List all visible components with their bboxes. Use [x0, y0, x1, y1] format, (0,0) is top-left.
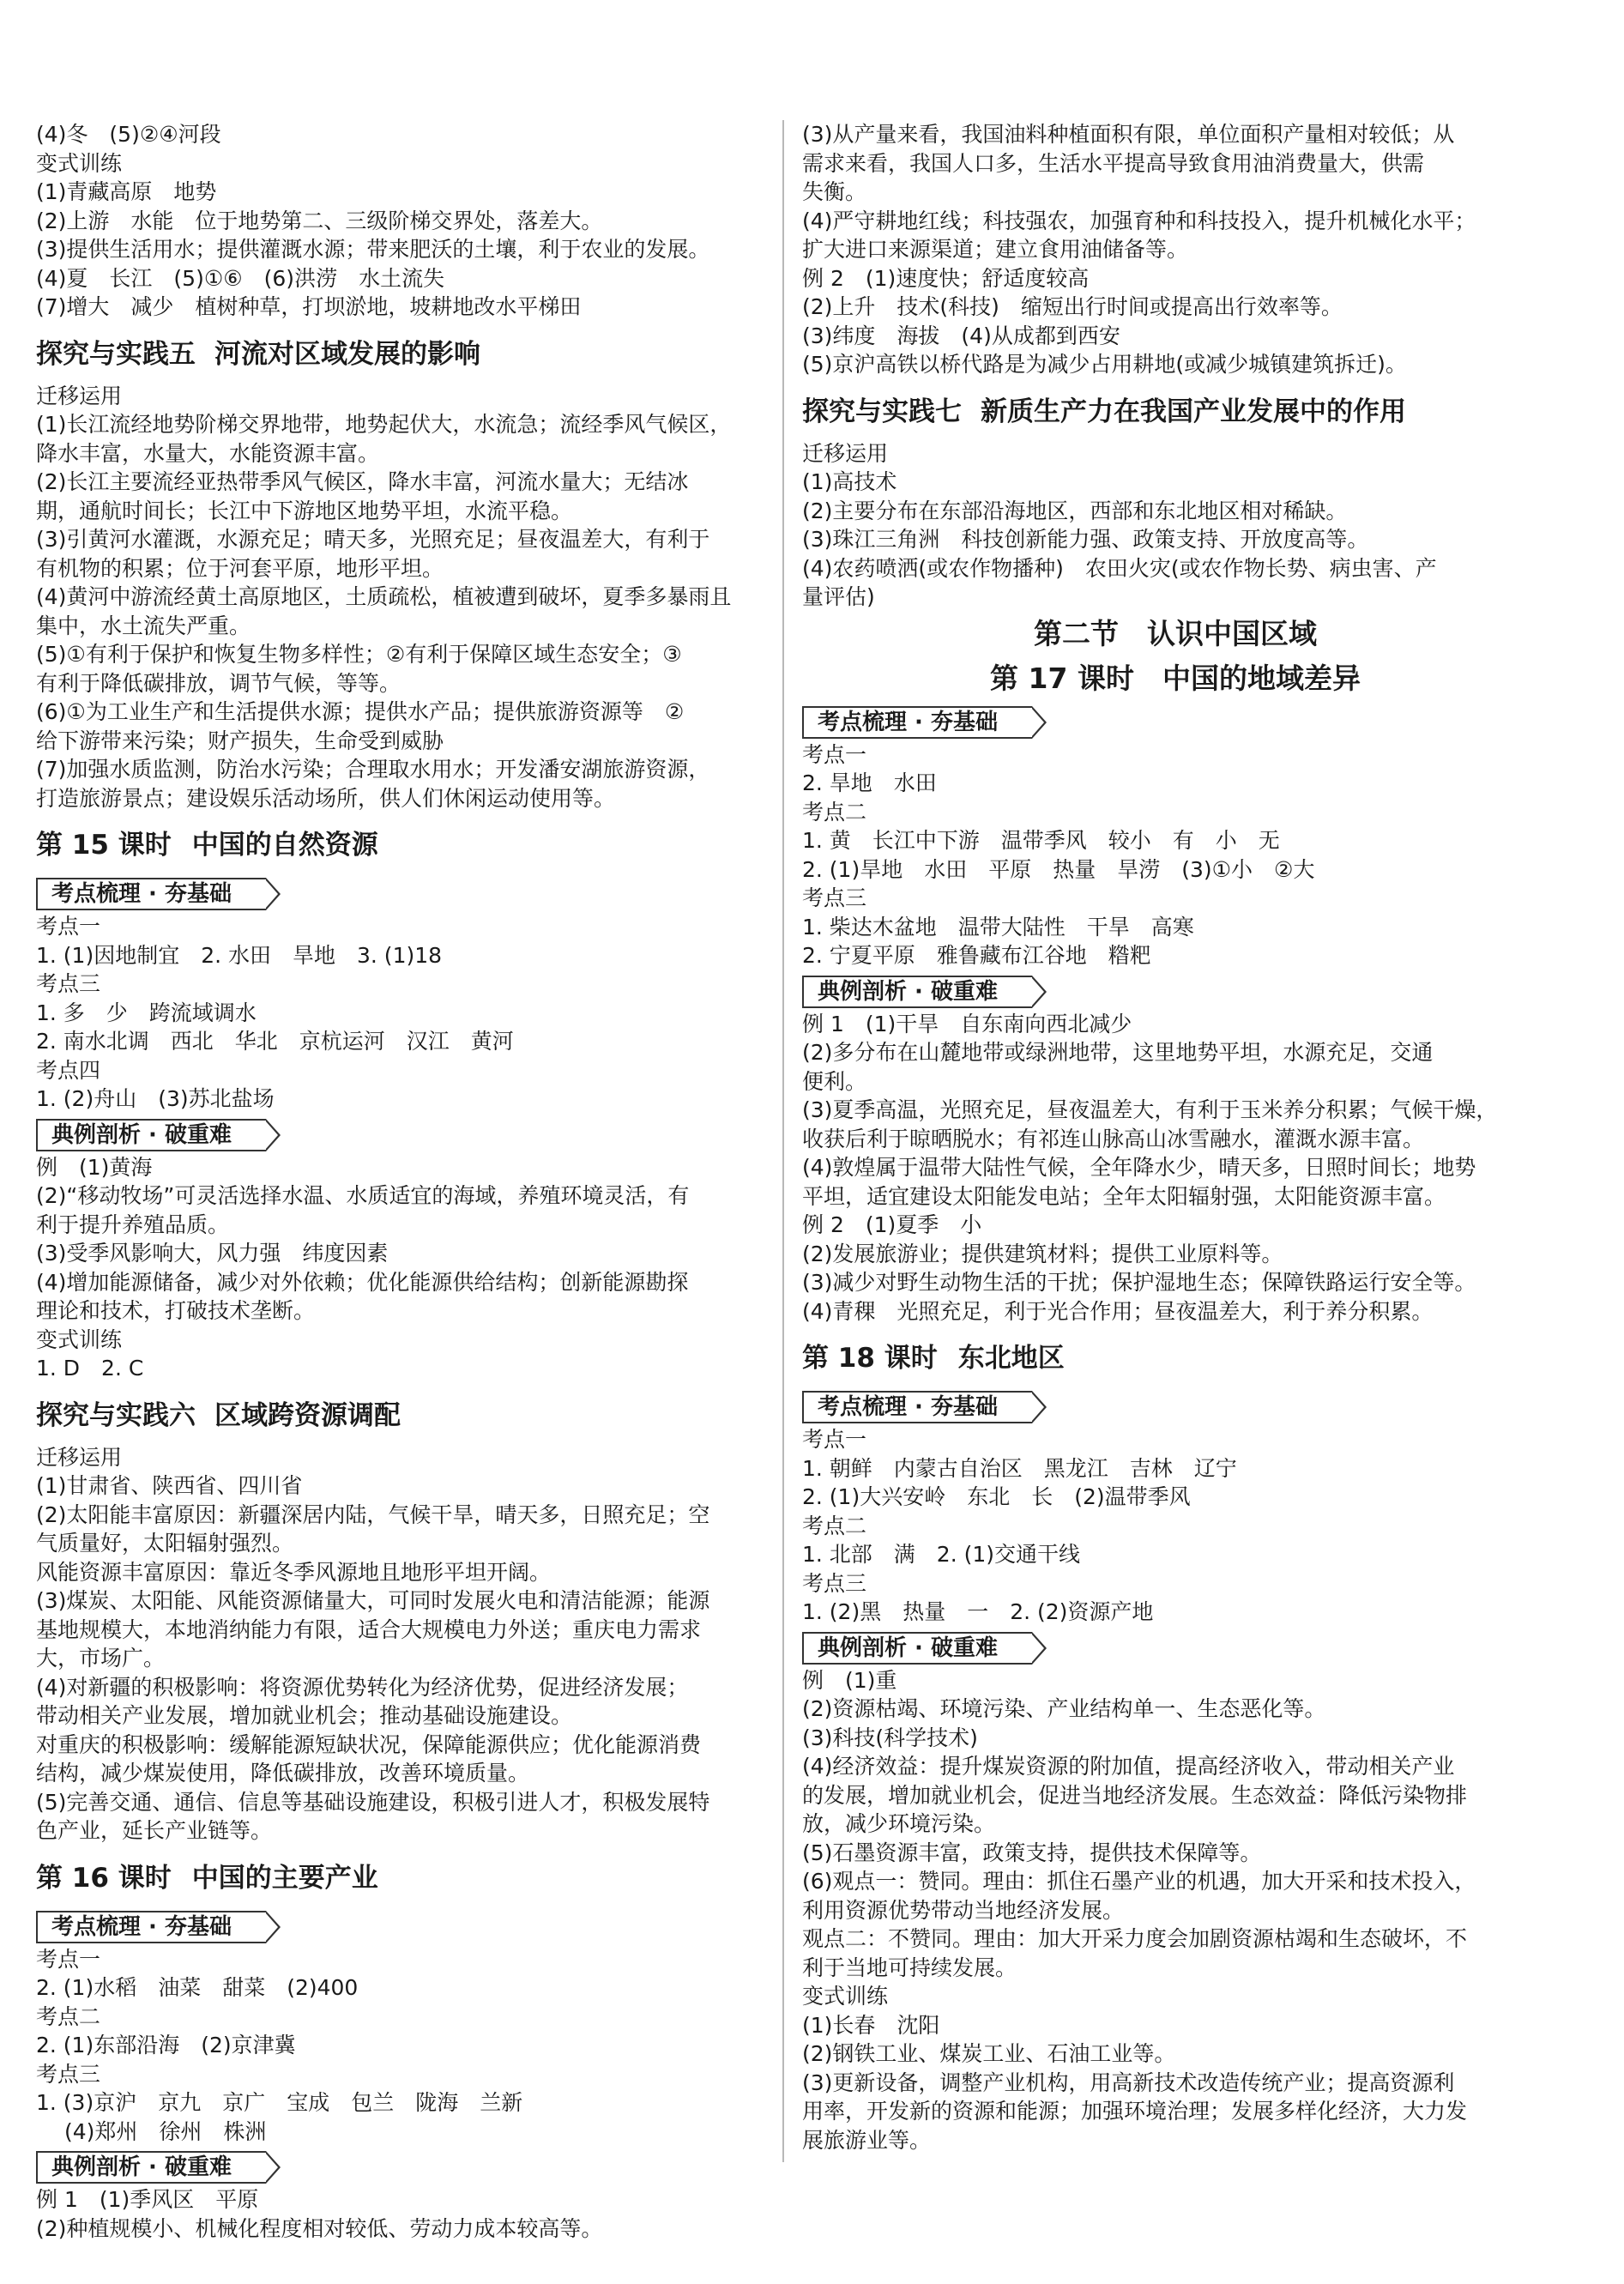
- section-badge: 考点梳理 · 夯基础: [36, 878, 266, 910]
- answer-line: (3)煤炭、太阳能、风能资源储量大，可同时发展火电和清洁能源；能源: [36, 1588, 710, 1613]
- answer-line: 打造旅游景点；建设娱乐活动场所，供人们休闲运动使用等。: [36, 785, 616, 811]
- column-divider: [782, 120, 784, 2162]
- answer-line: 考点一: [802, 1427, 867, 1452]
- answer-line: (6)①为工业生产和生活提供水源；提供水产品；提供旅游资源等 ②: [36, 699, 685, 724]
- answer-line: (1)长春 沈阳: [802, 2012, 940, 2038]
- answer-line: (4)冬 (5)②④河段: [36, 122, 221, 147]
- lesson-number: 第 15 课时: [36, 830, 172, 861]
- answer-line: (5)京沪高铁以桥代路是为减少占用耕地(或减少城镇建筑拆迁)。: [802, 352, 1407, 377]
- lesson-title: 中国的主要产业: [191, 1862, 378, 1894]
- answer-line: (1)高技术: [802, 469, 897, 494]
- answer-line: 便利。: [802, 1068, 867, 1094]
- answer-line: 变式训练: [36, 150, 123, 176]
- answer-line: 用率，开发新的资源和能源；加强环境治理；发展多样化经济，大力发: [802, 2099, 1468, 2124]
- section-heading: [36, 335, 782, 373]
- answer-line: 1. 柴达木盆地 温带大陆性 干旱 高寒: [802, 914, 1194, 940]
- answer-line: 考点四: [36, 1057, 101, 1083]
- answer-line: 期，通航时间长；长江中下游地区地势平坦，水流平稳。: [36, 498, 573, 523]
- answer-line: 1. 朝鲜 内蒙古自治区 黑龙江 吉林 辽宁: [802, 1455, 1237, 1481]
- answer-line: 扩大进口来源渠道；建立食用油储备等。: [802, 237, 1189, 262]
- answer-line: (4)严守耕地红线；科技强农，加强育种和科技投入，提升机械化水平；: [802, 208, 1476, 233]
- answer-line: (2)资源枯竭、环境污染、产业结构单一、生态恶化等。: [802, 1696, 1326, 1721]
- answer-line: 风能资源丰富原因：靠近冬季风源地且地形平坦开阔。: [36, 1559, 552, 1585]
- answer-line: 例 1 (1)季风区 平原: [36, 2187, 259, 2212]
- badge-row: [802, 1386, 1549, 1425]
- answer-line: 2. (1)旱地 水田 平原 热量 旱涝 (3)①小 ②大: [802, 856, 1315, 882]
- answer-line: 大，市场广。: [36, 1646, 166, 1671]
- answer-line: 的发展，增加就业机会，促进当地经济发展。生态效益：降低污染物排: [802, 1782, 1468, 1808]
- answer-line: (4)增加能源储备，减少对外依赖；优化能源供给结构；创新能源勘探: [36, 1269, 689, 1295]
- answer-line: (4)对新疆的积极影响：将资源优势转化为经济优势，促进经济发展；: [36, 1674, 689, 1700]
- answer-line: (3)提供生活用水；提供灌溉水源；带来肥沃的土壤，利于农业的发展。: [36, 237, 710, 262]
- answer-line: (1)长江流经地势阶梯交界地带，地势起伏大，水流急；流经季风气候区，: [36, 412, 732, 437]
- answer-line: 考点二: [36, 2003, 101, 2029]
- answer-line: 理论和技术，打破技术垄断。: [36, 1298, 316, 1323]
- answer-line: 给下游带来污染；财产损失，生命受到威胁: [36, 728, 444, 753]
- answer-line: (2)“移动牧场”可灵活选择水温、水质适宜的海域，养殖环境灵活，有: [36, 1183, 690, 1208]
- lesson-title: 东北地区: [957, 1343, 1065, 1374]
- answer-line: 考点三: [802, 1570, 867, 1596]
- section-badge: 典例剖析 · 破重难: [36, 1119, 266, 1151]
- answer-line: 考点一: [36, 1946, 101, 1972]
- answer-line: 变式训练: [36, 1326, 123, 1352]
- section-badge: 典例剖析 · 破重难: [802, 1632, 1032, 1665]
- answer-line: 1. D 2. C: [36, 1356, 144, 1381]
- answer-line: (1)甘肃省、陕西省、四川省: [36, 1473, 303, 1498]
- section-title: 新质生产力在我国产业发展中的作用: [981, 396, 1406, 427]
- answer-line: 2. (1)东部沿海 (2)京津冀: [36, 2033, 296, 2057]
- answer-line: 例 (1)黄海: [36, 1154, 153, 1180]
- answer-line: 考点二: [802, 1513, 867, 1538]
- answer-line: (1)青藏高原 地势: [36, 179, 217, 204]
- chapter-title: 第二节 认识中国区域: [1034, 616, 1317, 650]
- answer-line: (5)石墨资源丰富，政策支持，提供技术保障等。: [802, 1840, 1262, 1865]
- answer-line: 2. 南水北调 西北 华北 京杭运河 汉江 黄河: [36, 1029, 514, 1054]
- answer-line: 考点三: [36, 2061, 101, 2087]
- section-badge: 考点梳理 · 夯基础: [36, 1911, 266, 1943]
- answer-line: 迁移运用: [36, 1444, 123, 1470]
- answer-line: 例 (1)重: [802, 1667, 897, 1693]
- answer-line: 有利于降低碳排放，调节气候，等等。: [36, 670, 401, 696]
- section-tag: 探究与实践七: [802, 396, 962, 427]
- badge-row: [36, 2146, 782, 2185]
- answer-line: 1. 北部 满 2. (1)交通干线: [802, 1542, 1081, 1567]
- answer-line: (4)黄河中游流经黄土高原地区，土质疏松，植被遭到破坏，夏季多暴雨且: [36, 584, 732, 609]
- lesson-heading: [36, 1859, 782, 1897]
- lesson-title: 中国的自然资源: [191, 830, 378, 861]
- answer-line: 平坦，适宜建设太阳能发电站；全年太阳辐射强，太阳能资源丰富。: [802, 1183, 1446, 1209]
- right-column: [802, 120, 1549, 2154]
- section-badge: 考点梳理 · 夯基础: [802, 706, 1032, 739]
- answer-line: 例 2 (1)夏季 小: [802, 1212, 982, 1237]
- answer-line: 2. 宁夏平原 雅鲁藏布江谷地 糌粑: [802, 943, 1151, 968]
- badge-row: [36, 1906, 782, 1945]
- answer-line: (5)①有利于保护和恢复生物多样性；②有利于保障区域生态安全；③: [36, 642, 682, 667]
- answer-line: (2)主要分布在东部沿海地区，西部和东北地区相对稀缺。: [802, 498, 1348, 523]
- lesson-heading: [36, 826, 782, 864]
- answer-line: 2. (1)水稻 油菜 甜菜 (2)400: [36, 1975, 359, 2000]
- answer-line: 观点二：不赞同。理由：加大开采力度会加剧资源枯竭和生态破坏，不: [802, 1926, 1468, 1951]
- answer-line: 2. (1)大兴安岭 东北 长 (2)温带季风: [802, 1484, 1191, 1509]
- answer-line: 需求来看，我国人口多，生活水平提高导致食用油消费量大，供需: [802, 150, 1425, 176]
- lesson-heading: [802, 1339, 1549, 1377]
- answer-line: (7)加强水质监测，防治水污染；合理取水用水；开发潘安湖旅游资源，: [36, 757, 710, 782]
- section-badge: 考点梳理 · 夯基础: [802, 1391, 1032, 1423]
- answer-line: 气质量好，太阳辐射强烈。: [36, 1531, 294, 1556]
- answer-line: 1. 黄 长江中下游 温带季风 较小 有 小 无: [802, 828, 1280, 853]
- section-tag: 探究与实践六: [36, 1399, 196, 1431]
- answer-line: (3)纬度 海拔 (4)从成都到西安: [802, 323, 1120, 348]
- answer-line: 1. (2)黑 热量 一 2. (2)资源产地: [802, 1599, 1154, 1624]
- answer-line: (2)多分布在山麓地带或绿洲地带，这里地势平坦，水源充足，交通: [802, 1040, 1434, 1065]
- answer-line: 有机物的积累；位于河套平原，地形平坦。: [36, 555, 444, 581]
- answer-line: 迁移运用: [36, 383, 123, 408]
- answer-line: 考点三: [36, 971, 101, 996]
- answer-line: 量评估): [802, 584, 875, 609]
- answer-line: 变式训练: [802, 1984, 889, 2009]
- answer-line: (2)上升 技术(科技) 缩短出行时间或提高出行效率等。: [802, 294, 1343, 319]
- answer-line: 基地规模大，本地消纳能力有限，适合大规模电力外送；重庆电力需求: [36, 1616, 702, 1642]
- badge-row: [802, 701, 1549, 740]
- section-tag: 探究与实践五: [36, 338, 196, 370]
- section-heading: [36, 1397, 782, 1435]
- answer-line: 例 1 (1)干旱 自东南向西北减少: [802, 1011, 1132, 1036]
- answer-line: 1. 多 少 跨流域调水: [36, 1000, 257, 1025]
- answer-line: (4)敦煌属于温带大陆性气候，全年降水少，晴天多，日照时间长；地势: [802, 1155, 1476, 1180]
- answer-line: 失衡。: [802, 179, 867, 204]
- badge-row: [36, 1114, 782, 1153]
- lesson-number: 第 16 课时: [36, 1862, 172, 1894]
- badge-row: [802, 1627, 1549, 1666]
- answer-line: (2)发展旅游业；提供建筑材料；提供工业原料等。: [802, 1241, 1283, 1266]
- answer-line: 带动相关产业发展，增加就业机会；推动基础设施建设。: [36, 1703, 573, 1728]
- answer-line: (3)更新设备，调整产业机构，用高新技术改造传统产业；提高资源利: [802, 2069, 1455, 2095]
- section-heading: [802, 393, 1549, 431]
- badge-row: [36, 873, 782, 912]
- answer-line: (4)夏 长江 (5)①⑥ (6)洪涝 水土流失: [36, 265, 445, 291]
- section-title: 河流对区域发展的影响: [214, 338, 480, 370]
- answer-line: 色产业，延长产业链等。: [36, 1818, 273, 1843]
- answer-line: 迁移运用: [802, 440, 889, 466]
- answer-line: (3)夏季高温，光照充足，昼夜温差大，有利于玉米养分积累；气候干燥，: [802, 1097, 1498, 1122]
- answer-line: 例 2 (1)速度快；舒适度较高: [802, 265, 1090, 291]
- lesson-number: 第 18 课时: [802, 1343, 938, 1374]
- answer-line: (7)增大 减少 植树种草，打坝淤地，坡耕地改水平梯田: [36, 294, 582, 319]
- answer-line: 利于提升养殖品质。: [36, 1211, 230, 1237]
- answer-line: (3)受季风影响大，风力强 纬度因素: [36, 1241, 389, 1266]
- answer-line: 1. (2)舟山 (3)苏北盐场: [36, 1086, 275, 1111]
- answer-line: (4)经济效益：提升煤炭资源的附加值，提高经济收入，带动相关产业: [802, 1754, 1455, 1779]
- badge-row: [802, 970, 1549, 1010]
- answer-line: 收获后利于晾晒脱水；有祁连山脉高山冰雪融水，灌溉水源丰富。: [802, 1126, 1425, 1151]
- answer-line: 考点一: [36, 914, 101, 939]
- answer-line: 展旅游业等。: [802, 2127, 932, 2153]
- answer-line: 2. 旱地 水田: [802, 770, 937, 795]
- answer-line: 1. (1)因地制宜 2. 水田 旱地 3. (1)18: [36, 942, 443, 968]
- answer-line: 放，减少环境污染。: [802, 1811, 996, 1836]
- answer-line: 结构，减少煤炭使用，降低碳排放，改善环境质量。: [36, 1761, 530, 1786]
- answer-line: (2)钢铁工业、煤炭工业、石油工业等。: [802, 2041, 1176, 2066]
- answer-line: (4)青稞 光照充足，利于光合作用；昼夜温差大，利于养分积累。: [802, 1298, 1434, 1324]
- section-title: 区域跨资源调配: [214, 1399, 401, 1431]
- answer-line: 降水丰富，水量大，水能资源丰富。: [36, 440, 380, 466]
- answer-line: (3)减少对野生动物生活的干扰；保护湿地生态；保障铁路运行安全等。: [802, 1270, 1476, 1295]
- answer-line: (3)引黄河水灌溉，水源充足；晴天多，光照充足；昼夜温差大，有利于: [36, 527, 710, 552]
- answer-line: (2)太阳能丰富原因：新疆深居内陆，气候干旱，晴天多，日照充足；空: [36, 1502, 710, 1527]
- answer-line: 1. (3)京沪 京九 京广 宝成 包兰 陇海 兰新: [36, 2090, 523, 2115]
- answer-line: (4)农药喷洒(或农作物播种) 农田火灾(或农作物长势、病虫害、产: [802, 555, 1437, 581]
- answer-line: 考点一: [802, 741, 867, 767]
- answer-line: (2)种植规模小、机械化程度相对较低、劳动力成本较高等。: [36, 2215, 603, 2241]
- answer-line: 利于当地可持续发展。: [802, 1955, 1017, 1980]
- answer-line: 考点三: [802, 885, 867, 910]
- answer-line: (3)从产量来看，我国油料种植面积有限，单位面积产量相对较低；从: [802, 122, 1455, 147]
- answer-line: 对重庆的积极影响：缓解能源短缺状况，保障能源供应；优化能源消费: [36, 1731, 702, 1757]
- answer-line: (5)完善交通、通信、信息等基础设施建设，积极引进人才，积极发展特: [36, 1789, 710, 1815]
- chapter-title: 第 17 课时 中国的地域差异: [990, 661, 1361, 695]
- answer-line: (3)珠江三角洲 科技创新能力强、政策支持、开放度高等。: [802, 527, 1369, 552]
- answer-line: 集中，水土流失严重。: [36, 613, 251, 638]
- answer-line: (3)科技(科学技术): [802, 1725, 978, 1750]
- answer-line: 考点二: [802, 799, 867, 825]
- answer-line: 利用资源优势带动当地经济发展。: [802, 1897, 1125, 1923]
- answer-line: (2)上游 水能 位于地势第二、三级阶梯交界处，落差大。: [36, 208, 603, 233]
- section-badge: 典例剖析 · 破重难: [36, 2151, 266, 2184]
- answer-line: (6)观点一：赞同。理由：抓住石墨产业的机遇，加大开采和技术投入，: [802, 1869, 1476, 1894]
- section-badge: 典例剖析 · 破重难: [802, 976, 1032, 1008]
- answer-line: (2)长江主要流经亚热带季风气候区，降水丰富，河流水量大；无结冰: [36, 469, 689, 494]
- answer-line: (4)郑州 徐州 株洲: [36, 2118, 267, 2144]
- left-column: [36, 120, 782, 2243]
